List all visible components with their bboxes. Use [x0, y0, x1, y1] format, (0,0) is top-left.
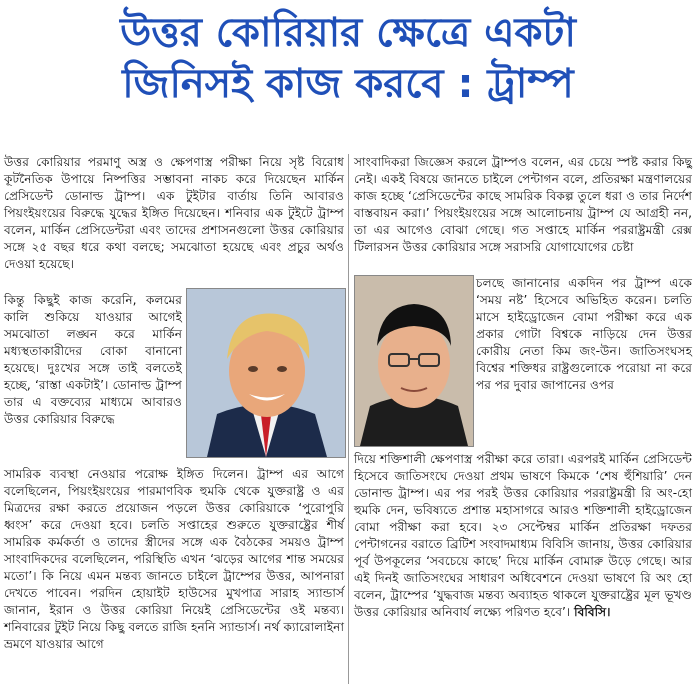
trump-photo — [186, 288, 346, 458]
kim-photo — [354, 275, 474, 447]
headline — [0, 8, 696, 110]
article-right-top — [354, 154, 692, 256]
headline-line-1: উত্তর কোরিয়ার ক্ষেত্রে একটা — [120, 10, 576, 56]
article-text: দিয়ে শক্তিশালী ক্ষেপণাস্ত্র পরীক্ষা করে তারা। এরপরই মার্কিন প্রেসিডেন্ট হিসেবে জাতিসংঘে দেওয়া প্রথম ভাষণে কিমকে ‘শেষ হুঁশিয়ারি’ দেন ডোনাল্ড ট্রাম্প। এর পর পরই উত্তর কোরিয়ার পররাষ্ট্রমন্ত্রী রি অং-হো হুমকি দেন, ভবিষ্যতে প্রশান্ত মহাসাগরে আরও শক্তিশালী হাইড্রোজেন বোমা পরীক্ষা করা হবে। ২৩ সেপ্টেম্বর মার্কিন প্রতিরক্ষা দফতর পেন্টাগনের বরাতে ব্রিটিশ সংবাদমাধ্যম বিবিসি জানায়, উত্তর কোরিয়ার পূর্ব উপকূলের ‘সবচেয়ে কাছে’ দিয়ে মার্কিন বোমারু উড়ে গেছে। আর এই দিনই জাতিসংঘের সাধারণ অধিবেশনে দেওয়া ভাষণে রি অং হো বলেন, ট্রাম্পের ‘যুদ্ধবাজ মন্তব্য অব্যাহত থাকলে যুক্তরাষ্ট্রের মূল ভূখণ্ড উত্তর কোরিয়ার অনিবার্য লক্ষ্যে পরিণত হবে’। — [354, 452, 692, 619]
article-left-top — [4, 154, 344, 273]
article-paragraph: সামরিক ব্যবস্থা নেওয়ার পরোক্ষ ইঙ্গিত দিলেন। ট্রাম্প এর আগে বলেছিলেন, পিয়ংইয়ংয়ের পারমাণবিক হুমকি থেকে যুক্তরাষ্ট্র ও এর মিত্রদের রক্ষা করতে প্রয়োজন পড়লে উত্তর কোরিয়াকে ‘পুরোপুরি ধ্বংস’ করে দেওয়া হবে। চলতি সপ্তাহের শুরুতে যুক্তরাষ্ট্রের শীর্ষ সামরিক কর্মকর্তা ও তাদের স্ত্রীদের সঙ্গে এক বৈঠকের সময়ও ট্রাম্প সাংবাদিকদের বলেছিলেন, পরিস্থিতি এখন ‘ঝড়ের আগের শান্ত সময়ের মতো’। কি নিয়ে এমন মন্তব্য জানতে চাইলে ট্রাম্পের উত্তর, আপনারা দেখতে পাবেন। পরদিন হোয়াইট হাউসের মুখপাত্র সারাহ স্যান্ডার্স জানান, ইরান ও উত্তর কোরিয়া নিয়েই প্রেসিডেন্টের ওই মন্তব্য। শনিবারের টুইট নিয়ে কিছু বলতে রাজি হননি স্যান্ডার্স। নর্থ ক্যারোলাইনা ভ্রমণে যাওয়ার আগে — [4, 467, 344, 651]
trump-portrait-image — [187, 289, 345, 457]
article-left-bottom — [4, 466, 344, 653]
article-right-narrow — [476, 275, 692, 394]
article-paragraph — [354, 451, 692, 621]
article-paragraph: কিন্তু কিছুই কাজ করেনি, কলমের কালি শুকিয়ে যাওয়ার আগেই সমঝোতা লঙ্ঘন করে মার্কিন মধ্যস্থতাকারীদের বোকা বানানো হয়েছে। দুঃখের সঙ্গে তাই বলতেই হচ্ছে, ‘রাস্তা একটাই’। ডোনাল্ড ট্রাম্প তার এ বক্তব্যের মাধ্যমে আবারও উত্তর কোরিয়ার বিরুদ্ধে — [4, 293, 182, 426]
article-paragraph: উত্তর কোরিয়ার পরমাণু অস্ত্র ও ক্ষেপণাস্ত্র পরীক্ষা নিয়ে সৃষ্ট বিরোধ কূটনৈতিক উপায়ে নিষ্পত্তির সম্ভাবনা নাকচ করে দিয়েছেন মার্কিন প্রেসিডেন্ট ডোনাল্ড ট্রাম্প। এক টুইটার বার্তায় তিনি আবারও পিয়ংইয়ংয়ের বিরুদ্ধে যুদ্ধের ইঙ্গিত দিয়েছেন। শনিবার এক টুইটে ট্রাম্প বলেন, মার্কিন প্রেসিডেন্টরা এবং তাদের প্রশাসনগুলো উত্তর কোরিয়ার সঙ্গে ২৫ বছর ধরে কথা বলছে; সমঝোতা হয়েছে এবং প্রচুর অর্থও দেওয়া হয়েছে। — [4, 155, 344, 271]
article-left-narrow — [4, 292, 182, 428]
column-divider — [348, 154, 349, 684]
kim-portrait-image — [355, 276, 473, 446]
article-paragraph: সাংবাদিকরা জিজ্ঞেস করলে ট্রাম্পও বলেন, এর চেয়ে স্পষ্ট করার কিছু নেই। একই বিষয়ে জানতে চাইলে পেন্টাগন বলে, প্রতিরক্ষা মন্ত্রণালয়ের কাজ হচ্ছে ‘প্রেসিডেন্টের কাছে সামরিক বিকল্প তুলে ধরা ও তার নির্দেশ বাস্তবায়ন করা।’ পিয়ংইয়ংয়ের সঙ্গে আলোচনায় ট্রাম্প যে আগ্রহী নন, তা এর আগেও বোঝা গেছে। গত সপ্তাহে মার্কিন পররাষ্ট্রমন্ত্রী রেক্স টিলারসন উত্তর কোরিয়ার সঙ্গে সরাসরি যোগাযোগের চেষ্টা — [354, 155, 692, 254]
article-paragraph: চলছে জানানোর একদিন পর ট্রাম্প একে ‘সময় নষ্ট’ হিসেবে অভিহিত করেন। চলতি মাসে হাইড্রোজেন বোমা পরীক্ষা করে এক প্রকার গোটা বিশ্বকে নাড়িয়ে দেন উত্তর কোরীয় নেতা কিম জং-উন। জাতিসংঘসহ বিশ্বের শক্তিধর রাষ্ট্রগুলোকে পরোয়া না করে পর পর দুবার জাপানের ওপর — [476, 276, 692, 392]
headline-line-2: জিনিসই কাজ করবে : ট্রাম্প — [122, 61, 574, 107]
source-credit: বিবিসি। — [574, 605, 611, 619]
article-right-bottom — [354, 451, 692, 621]
